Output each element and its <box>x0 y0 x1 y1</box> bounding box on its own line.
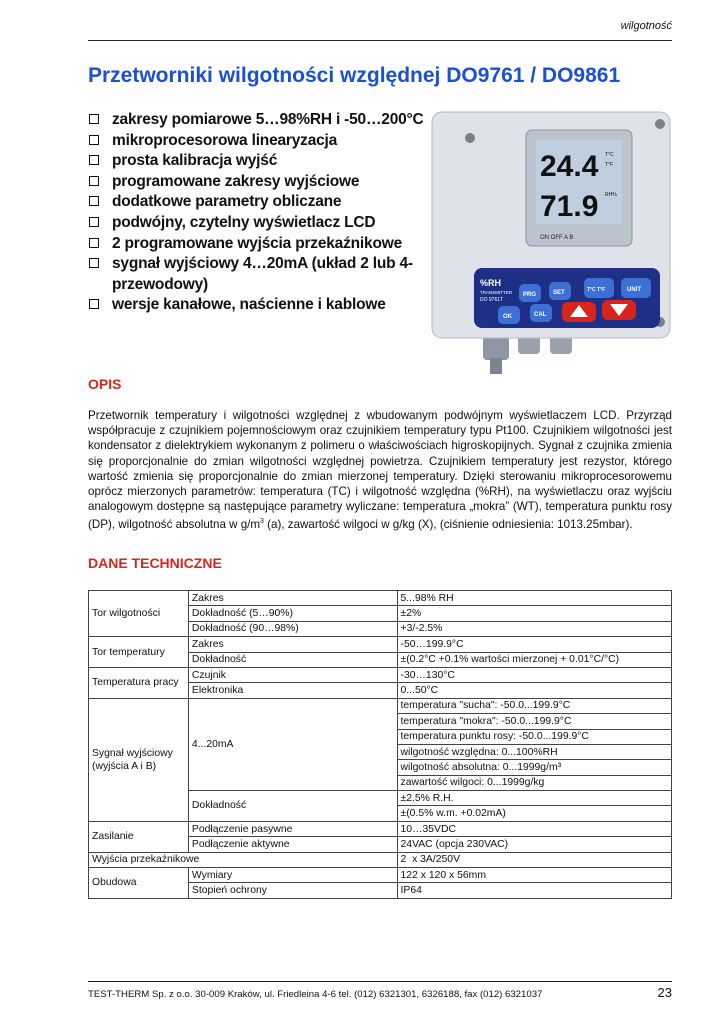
feature-item <box>88 172 433 193</box>
footer-company: TEST-THERM Sp. z o.o. 30-009 Kraków, ul. Friedleina 4-6 tel. (012) 6321301, 6326188, fax (012) 6321037 <box>88 989 543 1000</box>
feature-text: sygnał wyjściowy 4…20mA (układ 2 lub 4-przewodowy) <box>112 255 413 293</box>
value-cell: ±(0.5% w.m. +0.02mA) <box>397 806 671 821</box>
feature-item <box>88 213 433 234</box>
value-cell: ±2.5% R.H. <box>397 791 671 806</box>
feature-text: prosta kalibracja wyjść <box>112 152 278 170</box>
checkbox-bullet-icon <box>89 299 99 309</box>
param-cell: Dokładność <box>188 652 397 667</box>
opis-heading: OPIS <box>88 376 122 392</box>
checkbox-bullet-icon <box>89 196 99 206</box>
row-group-label: Sygnał wyjściowy (wyjścia A i B) <box>89 698 189 821</box>
table-row <box>89 637 672 652</box>
feature-text: 2 programowane wyjścia przekaźnikowe <box>112 234 402 252</box>
checkbox-bullet-icon <box>89 217 99 227</box>
lcd-value-top: 24.4 <box>540 150 599 183</box>
value-cell: +3/-2.5% <box>397 621 671 636</box>
checkbox-bullet-icon <box>89 258 99 268</box>
param-cell: Wymiary <box>188 868 397 883</box>
value-cell: 122 x 120 x 56mm <box>397 868 671 883</box>
cable-gland-tip <box>490 358 502 374</box>
param-cell: Zakres <box>188 591 397 606</box>
value-cell: 0...50°C <box>397 683 671 698</box>
table-row <box>89 868 672 883</box>
param-cell: Podłączenie pasywne <box>188 821 397 836</box>
lcd-unit-bottom: RH% <box>605 192 617 198</box>
lcd-unit-top: T°C <box>605 152 614 158</box>
ok-button-label: OK <box>503 314 512 320</box>
param-cell: Dokładność (5…90%) <box>188 606 397 621</box>
top-divider <box>88 40 672 41</box>
row-group-label: Temperatura pracy <box>89 667 189 698</box>
lcd-status: ON OFF A B <box>540 235 574 241</box>
row-group-label: Obudowa <box>89 868 189 899</box>
lcd-unit-top2: T°F <box>605 162 614 168</box>
bottom-divider <box>88 981 672 982</box>
param-cell: Elektronika <box>188 683 397 698</box>
page-number: 23 <box>657 985 672 1000</box>
table-row <box>89 698 672 713</box>
feature-item <box>88 192 433 213</box>
param-cell: Zakres <box>188 637 397 652</box>
param-cell: Podłączenie aktywne <box>188 837 397 852</box>
value-cell: IP64 <box>397 883 671 898</box>
param-cell: Czujnik <box>188 667 397 682</box>
param-cell: Dokładność <box>188 791 397 822</box>
checkbox-bullet-icon <box>89 238 99 248</box>
unit-button-label: UNIT <box>627 287 641 293</box>
section-tag: wilgotność <box>620 20 672 32</box>
opis-text-part-1: Przetwornik temperatury i wilgotności względnej z wbudowanym podwójnym wyświetlaczem LCD. Przyrząd współpracuje z czujnikiem pojemnościowym oraz czujnikiem temperatury typu Pt100. Czujnikiem wilgotności jest kondensator z dielektrykiem wykonanym z polimeru o właściwościach higroskopijnych. Sygnał z czujnika zmienia się proporcjonalnie do zmian wilgotności względnej powietrza. Czujnikiem temperatury jest rezystor, którego wartość zmienia się proporcjonalnie do zmian mierzonej temperatury. Dzięki sterowaniu mikroprocesorowemu oprócz mierzonych parametrów: temperatura (TC) i wilgotność względna (%RH), na wyświetlaczu oraz wyjściu analogowym dostępne są następujące parametry wyliczane: temperatura „mokra” (WT), temperatura punktu rosy (DP), wilgotność absolutna w g/m <box>88 409 672 532</box>
feature-text: dodatkowe parametry obliczane <box>112 193 342 211</box>
cal-button-label: CAL <box>534 312 547 318</box>
value-cell: temperatura punktu rosy: -50.0...199.9°C <box>397 729 671 744</box>
spec-table <box>88 590 672 899</box>
value-cell: -50…199.9°C <box>397 637 671 652</box>
feature-text: programowane zakresy wyjściowe <box>112 172 360 190</box>
unit-toggle-label: T°C T°F <box>587 287 606 293</box>
feature-item <box>88 110 433 131</box>
feature-item <box>88 234 433 255</box>
opis-superscript: 3 <box>260 518 264 526</box>
dane-heading: DANE TECHNICZNE <box>88 555 222 571</box>
row-group-label: Tor temperatury <box>89 637 189 668</box>
screw-icon <box>655 119 665 129</box>
brand-line-3: DO 9761T <box>480 297 504 303</box>
feature-item <box>88 131 433 152</box>
value-cell: ±2% <box>397 606 671 621</box>
feature-text: mikroprocesorowa linearyzacja <box>112 131 338 149</box>
value-cell: wilgotność względna: 0...100%RH <box>397 744 671 759</box>
page-title: Przetworniki wilgotności względnej DO9761 / DO9861 <box>88 64 621 87</box>
checkbox-bullet-icon <box>89 114 99 124</box>
row-group-label: Tor wilgotności <box>89 591 189 637</box>
value-cell: temperatura "sucha": -50.0...199.9°C <box>397 698 671 713</box>
value-cell: 5...98% RH <box>397 591 671 606</box>
value-cell: 24VAC (opcja 230VAC) <box>397 837 671 852</box>
feature-text: zakresy pomiarowe 5…98%RH i -50…200°C <box>112 111 424 128</box>
lcd-value-bottom: 71.9 <box>540 190 599 223</box>
value-cell: 10…35VDC <box>397 821 671 836</box>
screw-icon <box>465 133 475 143</box>
feature-text: podwójny, czytelny wyświetlacz LCD <box>112 213 376 231</box>
param-cell: Dokładność (90…98%) <box>188 621 397 636</box>
checkbox-bullet-icon <box>89 155 99 165</box>
set-button-label: SET <box>553 290 565 296</box>
feature-text: wersje kanałowe, naścienne i kablowe <box>112 296 386 314</box>
value-cell: -30…130°C <box>397 667 671 682</box>
value-cell: temperatura "mokra": -50.0...199.9°C <box>397 714 671 729</box>
table-row <box>89 852 672 867</box>
row-group-label: Wyjścia przekaźnikowe <box>89 852 398 867</box>
checkbox-bullet-icon <box>89 135 99 145</box>
transmitter-device-image <box>428 108 678 376</box>
opis-text-part-2: (a), zawartość wilgoci w g/kg (X), (ciśnienie odniesienia: 1013.25mbar). <box>263 518 633 532</box>
row-group-label: Zasilanie <box>89 821 189 852</box>
prg-button-label: PRG <box>523 292 537 298</box>
feature-item <box>88 151 433 172</box>
param-cell: 4...20mA <box>188 698 397 790</box>
value-cell: wilgotność absolutna: 0...1999g/m³ <box>397 760 671 775</box>
feature-item <box>88 295 433 316</box>
opis-paragraph <box>88 408 672 532</box>
brand-line-2: TRANSMITTER <box>480 290 512 295</box>
value-cell: ±(0.2°C +0.1% wartości mierzonej + 0.01°C/°C) <box>397 652 671 667</box>
table-row <box>89 667 672 682</box>
value-cell: zawartość wilgoci: 0...1999g/kg <box>397 775 671 790</box>
value-cell: 2 x 3A/250V <box>397 852 671 867</box>
feature-list <box>88 110 433 316</box>
table-row <box>89 591 672 606</box>
feature-item <box>88 254 433 295</box>
param-cell: Stopień ochrony <box>188 883 397 898</box>
checkbox-bullet-icon <box>89 176 99 186</box>
table-row <box>89 821 672 836</box>
brand-line-1: %RH <box>480 278 502 288</box>
